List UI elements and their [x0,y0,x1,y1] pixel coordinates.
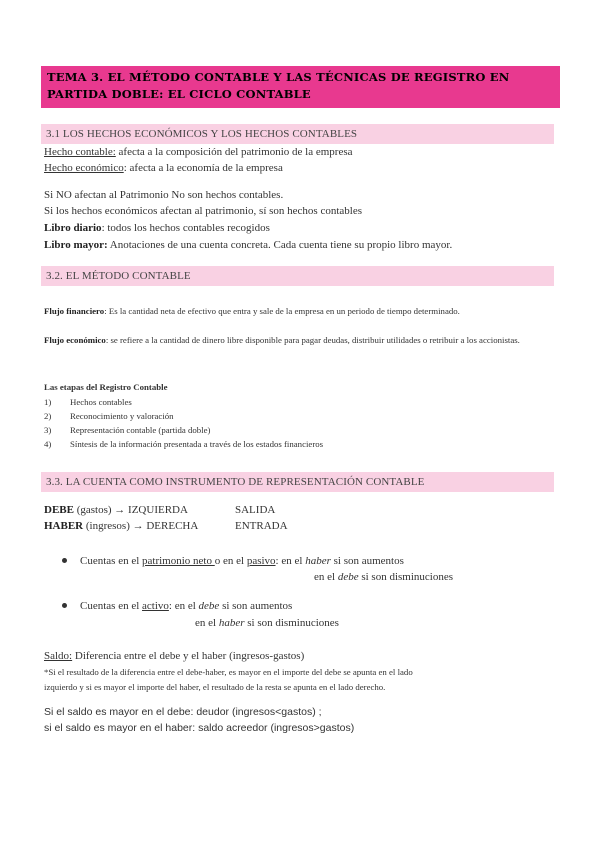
debe-italic: debe [198,600,220,612]
libro-diario-term: Libro diario [44,222,102,234]
etapa-text: Reconocimiento y valoración [70,411,174,421]
text-fragment: : en el [168,600,199,612]
section-heading-3-1: 3.1 LOS HECHOS ECONÓMICOS Y LOS HECHOS CONTABLES [41,124,554,144]
hecho-contable-term: Hecho contable: [44,146,116,158]
bullet-icon [62,603,67,608]
etapa-number: 4) [44,439,52,449]
flujo-economico-term: Flujo económico [44,335,106,345]
etapa-text: Representación contable (partida doble) [70,425,211,435]
libro-mayor-def: Anotaciones de una cuenta concreta. Cada cuenta tiene su propio libro mayor. [107,239,453,251]
hecho-contable-def: afecta a la composición del patrimonio de la empresa [115,146,353,158]
hecho-economico-line [44,161,283,175]
saldo-term: Saldo: [44,650,73,662]
flujo-economico-paragraph [44,333,556,347]
flujo-economico-def: : se refiere a la cantidad de dinero libre disponible para pagar deudas, distribuir utilidades o retribuir a los accionistas. [105,335,520,345]
libro-diario-line [44,221,270,235]
section-heading-3-2: 3.2. EL MÉTODO CONTABLE [41,266,554,286]
bullet-activo-line-2 [195,616,339,630]
hecho-economico-def: : afecta a la economía de la empresa [123,162,283,174]
text-fragment: si son aumentos [219,600,293,612]
etapa-number: 3) [44,425,52,435]
paragraph-si-patrimonio: Si los hechos económicos afectan al patrimonio, sí son hechos contables [44,205,363,217]
saldo-line [44,649,304,663]
text-fragment: en el [195,617,219,629]
debe-line [44,503,188,517]
debe-term: DEBE [44,504,74,516]
saldo-note-2: izquierdo y si es mayor el importe del haber, el resultado de la resta se apunta en el lado derecho. [44,682,386,692]
etapa-text: Síntesis de la información presentada a través de los estados financieros [70,439,324,449]
bullet-icon [62,558,67,563]
hecho-contable-line [44,145,353,159]
activo-term: activo [142,600,169,612]
haber-italic: haber [305,555,331,567]
saldo-acreedor-line: si el saldo es mayor en el haber: saldo acreedor (ingresos>gastos) [44,722,355,734]
flujo-financiero-paragraph [44,304,556,318]
pasivo-term: pasivo [246,555,276,567]
text-fragment: Cuentas en el [80,600,143,612]
patrimonio-neto-term: patrimonio neto [142,555,215,567]
etapa-number: 2) [44,411,52,421]
haber-rest: (ingresos) → DERECHA [83,520,199,532]
saldo-def: Diferencia entre el debe y el haber (ingresos-gastos) [72,650,305,662]
paragraph-no-patrimonio: Si NO afectan al Patrimonio No son hechos contables. [44,189,284,201]
bullet-patrimonio-line [80,554,404,568]
haber-italic: haber [218,617,245,629]
text-fragment: Cuentas en el [80,555,143,567]
libro-mayor-term: Libro mayor: [44,239,108,251]
text-fragment: si son aumentos [330,555,404,567]
haber-term: HABER [44,520,84,532]
etapa-text: Hechos contables [70,397,132,407]
saldo-note-1: *Si el resultado de la diferencia entre el debe-haber, es mayor en el importe del debe se apunta en el lado [44,667,413,677]
text-fragment: : en el [275,555,306,567]
debe-rest: (gastos) → IZQUIERDA [73,504,188,516]
haber-side: ENTRADA [235,520,288,532]
text-fragment: si son disminuciones [358,571,454,583]
text-fragment: en el [314,571,338,583]
libro-diario-def: : todos los hechos contables recogidos [101,222,270,234]
text-fragment: o en el [214,555,247,567]
haber-line [44,519,198,533]
flujo-financiero-term: Flujo financiero [44,306,105,316]
text-fragment: si son disminuciones [244,617,339,629]
etapa-number: 1) [44,397,52,407]
bullet-activo-line [80,599,292,613]
saldo-deudor-line: Si el saldo es mayor en el debe: deudor (ingresos<gastos) ; [44,706,322,718]
etapas-heading: Las etapas del Registro Contable [44,382,168,392]
page-title: TEMA 3. EL MÉTODO CONTABLE Y LAS TÉCNICAS DE REGISTRO EN PARTIDA DOBLE: EL CICLO CONTABLE [41,66,560,108]
debe-side: SALIDA [235,504,276,516]
debe-italic: debe [337,571,359,583]
flujo-financiero-def: : Es la cantidad neta de efectivo que entra y sale de la empresa en un periodo de tiempo determinado. [104,306,460,316]
section-heading-3-3: 3.3. LA CUENTA COMO INSTRUMENTO DE REPRESENTACIÓN CONTABLE [41,472,554,492]
bullet-patrimonio-line-2 [314,570,453,584]
libro-mayor-line [44,238,452,252]
hecho-economico-term: Hecho económico [44,162,124,174]
